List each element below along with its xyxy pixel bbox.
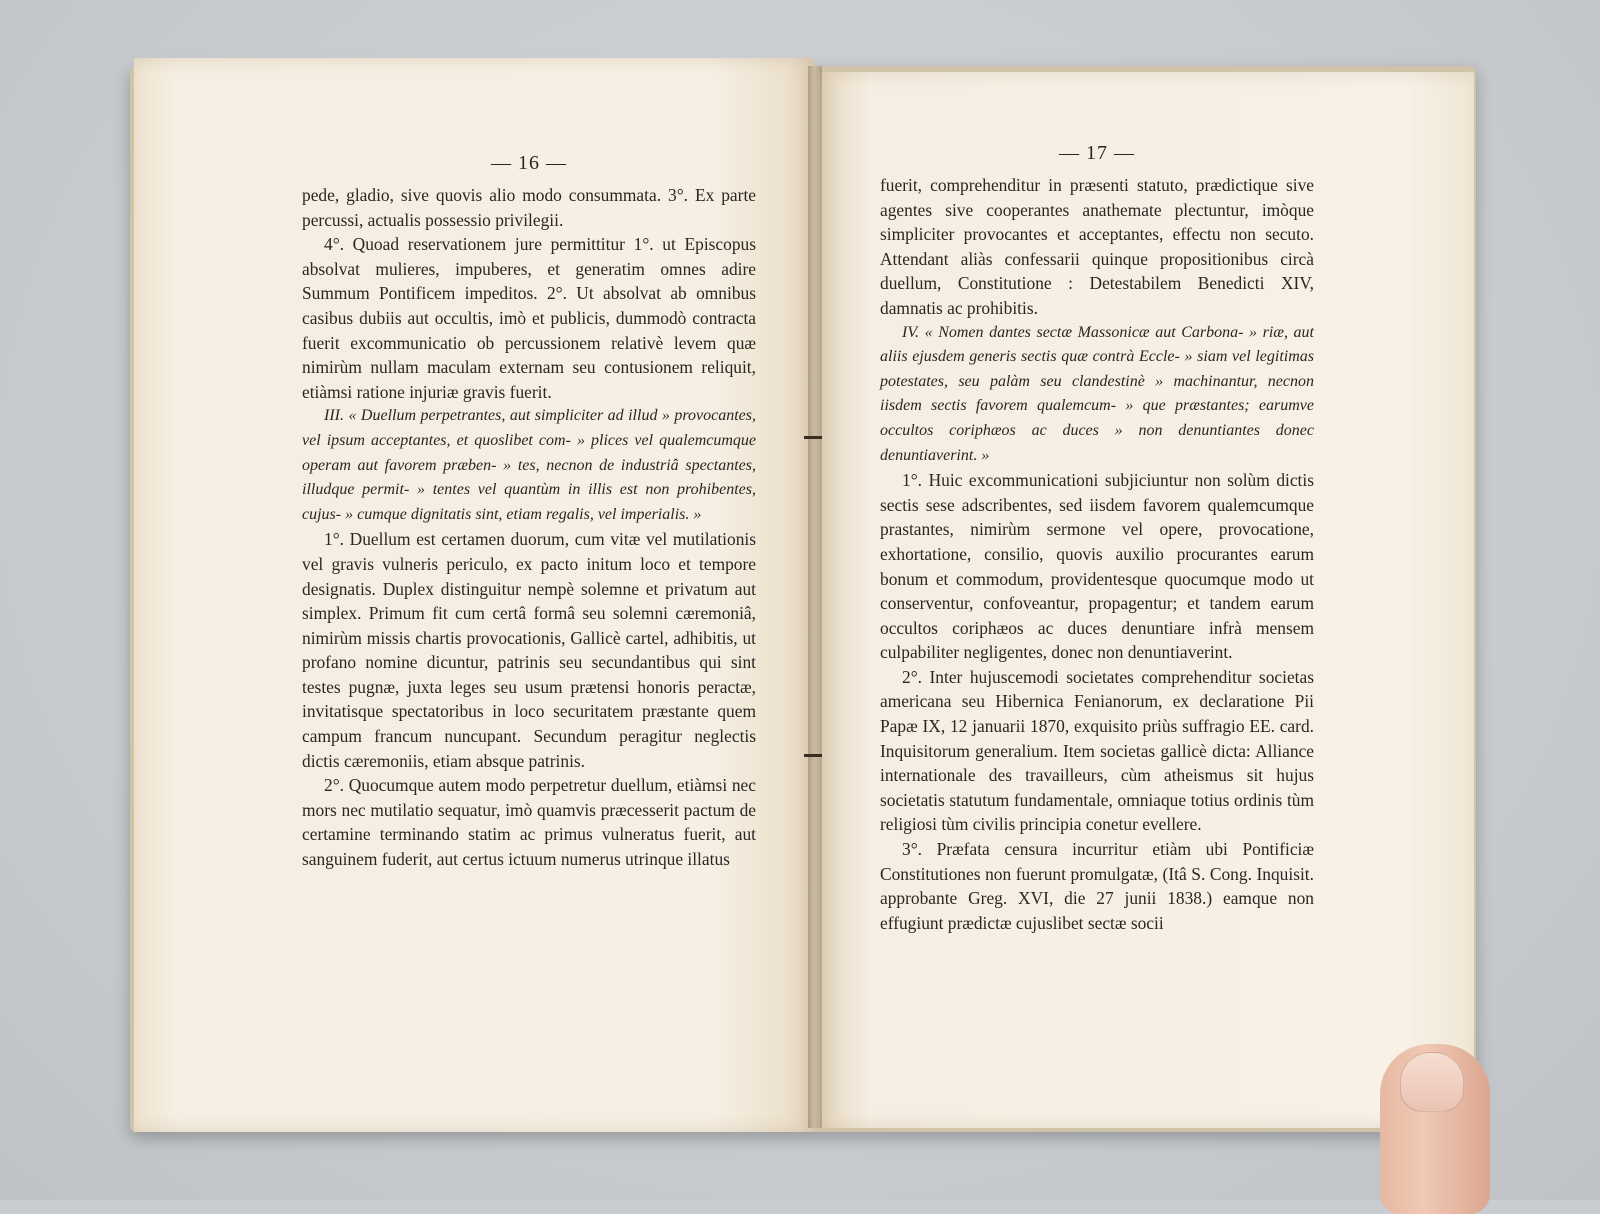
left-paragraph-4: 1°. Duellum est certamen duorum, cum vitæ vel mutilationis vel gravis vulneris periculo, ex pacto initum loco et tempore designatis. Duplex distinguitur nempè solemne et privatum aut simplex. Primum fit cum certâ formâ seu solemni cæremoniâ, nimirùm missis chartis provocationis, Gallicè cartel, adhibitis, ut profano nomine dicuntur, patrinis seu secundantibus qui sint testes pugnæ, juxta leges seu usum prætensi honoris peractæ, invitatisque spectatoribus in loco securitatem præstante quem campum francum nuncupant. Secundum peragitur neglectis dictis cæremoniis, etiam absque patrinis. (302, 529, 756, 771)
binding-stitch-bottom (804, 754, 822, 757)
right-paragraph-2: IV. « Nomen dantes sectæ Massonicæ aut Carbona- » riæ, aut aliis ejusdem generis sectis quæ contrà Eccle- » siam vel legitimas potestates, seu palàm seu clandestinè » machinantur, necnon iisdem sectis favorem qualemcum- » que præstantes; earumve occultos coriphæos ac duces » non denuntiantes donec denuntiaverint. » (880, 323, 1314, 464)
right-page (818, 72, 1474, 1128)
left-paragraph-2: 4°. Quoad reservationem jure permittitur 1°. ut Episcopus absolvat mulieres, impuberes, et generatim omnes adire Summum Pontificem impeditos. 2°. Ut absolvat ab omnibus casibus dubiis aut occultis, imò et publicis, dummodò contracta fuerit excommunicatio ob percussionem relativè levem quæ nimirùm nullam maculam externam seu contusionem reliquit, etiàmsi ratione injuriæ gravis fuerit. (302, 234, 756, 402)
right-paragraph-5: 3°. Præfata censura incurritur etiàm ubi Pontificiæ Constitutiones non fuerunt promulgatæ, (Itâ S. Cong. Inquisit. approbante Greg. XVI, die 27 junii 1838.) eamque non effugiunt prædictæ cujuslibet sectæ socii (880, 839, 1314, 933)
binding-stitch-top (804, 436, 822, 439)
right-page-number: — 17 — (1059, 142, 1135, 164)
open-book (128, 56, 1480, 1136)
left-paragraph-3: III. « Duellum perpetrantes, aut simpliciter ad illud » provocantes, vel ipsum acceptantes, et quoslibet com- » plices vel qualemcumque operam aut favorem præben- » tes, necnon de industriâ spectantes, illudque permit- » tentes vel quantùm in illis est non prohibentes, cujus- » cumque dignitatis sint, etiam regalis, vel imperialis. » (302, 407, 756, 523)
left-paragraph-1: pede, gladio, sive quovis alio modo consummata. 3°. Ex parte percussi, actualis possessio privilegii. (302, 185, 756, 230)
right-paragraph-1: fuerit, comprehenditur in præsenti statuto, prædictique sive agentes sive cooperantes anathemate plectuntur, imòque simpliciter provocantes et acceptantes, effectu non secuto. Attendant aliàs confessarii quinque propositionibus circà duellum, Constitutione : Detestabilem Benedicti XIV, damnatis ac prohibitis. (880, 175, 1314, 318)
thumbnail-shape (1400, 1052, 1464, 1112)
right-paragraph-3: 1°. Huic excommunicationi subjiciuntur non solùm dictis sectis sese adscribentes, sed iisdem favorem qualemcumque prastantes, nimirùm sermone vel opere, provocatione, exhortatione, consilio, quovis auxilio procurantes earum bonum et commodum, providentesque quocumque modo ut conserventur, confoveantur, propagentur; et tandem earum occultos coriphæos ac duces denuntiare infrà mensem culpabiliter negligentes, donec non denuntiaverint. (880, 470, 1314, 663)
left-page (134, 58, 814, 1132)
right-paragraph-4: 2°. Inter hujuscemodi societates comprehenditur societas americana seu Hibernica Fenianorum, ex declaratione Pii Papæ IX, 12 januarii 1870, exquisito priùs suffragio EE. card. Inquisitorum generalium. Item societas gallicè dicta: Alliance internationale des travailleurs, cùm atheismus sit hujus societatis statutum fundamentale, omniaque totius ordinis tùm religiosi tùm civilis principia conetur evellere. (880, 666, 1314, 835)
book-gutter (808, 66, 822, 1128)
left-paragraph-5: 2°. Quocumque autem modo perpetretur duellum, etiàmsi nec mors nec mutilatio sequatur, imò quamvis præcesserit pactum de certamine terminando statim ac primus vulneratus fuerit, aut sanguinem fuderit, aut certus ictuum numerus utrinque illatus (302, 775, 756, 870)
left-page-text (302, 183, 756, 872)
thumb-holding-page (1380, 1044, 1490, 1214)
left-page-number: — 16 — (491, 152, 567, 174)
right-page-text (880, 173, 1314, 935)
